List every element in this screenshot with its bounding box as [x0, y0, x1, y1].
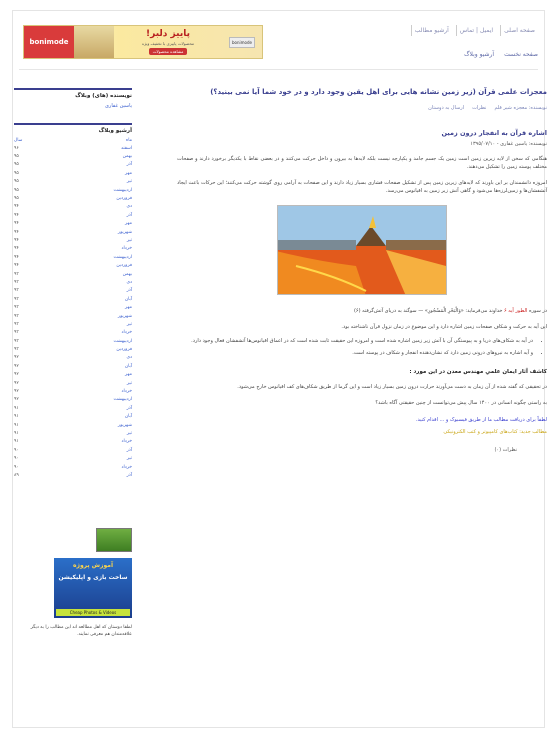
archive-header-row — [14, 137, 132, 144]
archive-year: ۹۵ — [14, 170, 19, 176]
caption-link[interactable]: الطور آیه ۶ — [504, 308, 528, 314]
archive-month-link[interactable]: خرداد — [121, 330, 132, 336]
archive-row[interactable] — [14, 303, 132, 311]
archive-row[interactable] — [14, 194, 132, 202]
archive-month-link[interactable]: مهر — [125, 305, 132, 311]
archive-year: ۹۳ — [14, 288, 19, 294]
article-paragraph: امروزه دانشمندان بر این باورند که لایه‌های زیرین زمین پس از تشکیل صفحات فشاری بسیار زیاد دارند و این صفحات به آرامی روی گوشته حرکت می‌کنند؛ این حرکات باعث ایجاد آتشفشان‌ها و زمین‌لرزه‌ها می‌شود و گاهی آتش زیر زمین به اقیانوس می‌رسد. — [177, 180, 547, 194]
archive-row[interactable] — [14, 471, 132, 479]
sidebar-ad-bottom: Cheap Photos & Videos — [56, 609, 130, 616]
archive-header-month: ماه — [125, 138, 132, 143]
archive-year: ۹۵ — [14, 196, 19, 202]
archive-month-link[interactable]: آبان — [124, 414, 132, 420]
archive-year: ۹۳ — [14, 321, 19, 327]
archive-year: ۹۲ — [14, 355, 19, 361]
archive-month-link[interactable]: شهریور — [117, 422, 132, 428]
archive-row[interactable] — [14, 354, 132, 362]
archive-row[interactable] — [14, 446, 132, 454]
authors-box — [14, 88, 132, 109]
archive-header-year: سال — [14, 138, 23, 143]
archive-row[interactable] — [14, 278, 132, 286]
archive-row[interactable] — [14, 345, 132, 353]
archive-year: ۹۴ — [14, 229, 19, 235]
sub-navigation — [464, 51, 538, 58]
archive-month-link[interactable]: شهریور — [117, 313, 132, 319]
archive-row[interactable] — [14, 387, 132, 395]
archive-year: ۹۶ — [14, 145, 19, 151]
archive-month-link[interactable]: بهمن — [122, 271, 132, 277]
caption-suffix: خداوند می‌فرماید: «وَالْبَحْرِ الْمَسْجُورِ» — سوگند به دریای آتش‌گرفته (۶) — [353, 308, 503, 314]
archive-row[interactable] — [14, 261, 132, 269]
archive-year: ۹۳ — [14, 279, 19, 285]
archive-year: ۹۱ — [14, 405, 19, 411]
article-title: اشاره قرآن به انفجار درون زمین — [441, 129, 547, 137]
article-paragraph: هنگامی که سخن از لایه زیرین زمین است زمین یک جسم جامد و یکپارچه نیست بلکه لایه‌ها به بیرون و داخل حرکت می‌کنند و در بعضی نقاط با یکدیگر برخورد دارند و صفحات مختلف پوسته زمین را تشکیل می‌دهند. — [177, 156, 547, 170]
archive-month-link[interactable]: تیر — [126, 456, 132, 462]
archive-row[interactable] — [14, 203, 132, 211]
archive-year: ۹۳ — [14, 271, 19, 277]
archive-month-link[interactable]: مهر — [125, 170, 132, 176]
sidebar-ad-title: آموزش پروژه — [72, 561, 114, 569]
archive-body — [14, 144, 132, 480]
archive-month-link[interactable]: آذر — [126, 288, 132, 294]
archive-row[interactable] — [14, 371, 132, 379]
archive-month-link[interactable]: اردیبهشت — [113, 187, 132, 193]
archive-row[interactable] — [14, 178, 132, 186]
sidebar — [14, 88, 132, 638]
article-paragraph: این آیه به حرکت و شکاف صفحات زمین اشاره دارد و این موضوع در زمان نزول قرآن ناشناخته بود. — [341, 324, 547, 330]
archive-month-link[interactable]: آذر — [126, 162, 132, 168]
archive-month-link[interactable]: مهر — [125, 221, 132, 227]
main-content — [177, 88, 547, 453]
archive-year: ۹۴ — [14, 254, 19, 260]
post-comments-link[interactable]: نظرات — [472, 105, 487, 111]
archive-row[interactable] — [14, 396, 132, 404]
archive-row[interactable] — [14, 211, 132, 219]
article-paragraph: در تحقیقی که گفته شده از آن زمان به دست می‌آورند حرارت درون زمین بسیار زیاد است و این گرما از طریق شکاف‌های کف اقیانوس خارج می‌شود. — [237, 384, 547, 390]
archive-month-link[interactable]: اردیبهشت — [113, 338, 132, 344]
comments-link[interactable]: نظرات (۰) — [494, 447, 517, 453]
archive-year: ۹۴ — [14, 212, 19, 218]
archive-row[interactable] — [14, 245, 132, 253]
archive-month-link[interactable]: دی — [126, 279, 132, 285]
banner-subtitle: محصولات پاییزی با تخفیف ویژه — [141, 41, 195, 46]
banner-badge-area — [222, 26, 262, 58]
archive-month-link[interactable]: تیر — [126, 430, 132, 436]
authors-title: نویسنده (های) وبلاگ — [75, 93, 132, 99]
archive-year: ۹۵ — [14, 179, 19, 185]
small-ad-image[interactable] — [96, 528, 132, 552]
archive-year: ۹۵ — [14, 162, 19, 168]
bullet-list — [177, 337, 547, 357]
article-paragraph: به راستی چگونه انسانی در ۱۴۰۰ سال پیش می‌توانست از چنین حقیقتی آگاه باشد؟ — [375, 400, 547, 406]
archive-year: ۹۲ — [14, 363, 19, 369]
sidebar-footer-note: لطفا دوستان که اهل مطالعه اند این مطالب را به دیگر علاقه‌مندان هم معرفی نمایند. — [30, 624, 132, 637]
archive-row[interactable] — [14, 144, 132, 152]
archive-row[interactable] — [14, 186, 132, 194]
banner-logo: bonimode — [24, 26, 74, 58]
archive-year: ۹۵ — [14, 187, 19, 193]
post-share-link[interactable]: ارسال به دوستان — [428, 105, 465, 111]
archive-year: ۹۳ — [14, 313, 19, 319]
archive-year: ۹۳ — [14, 296, 19, 302]
archive-month-link[interactable]: فروردین — [116, 196, 132, 202]
banner-badge: bonimode — [229, 37, 255, 48]
archive-month-link[interactable]: بهمن — [122, 154, 132, 160]
archive-row[interactable] — [14, 438, 132, 446]
archive-year: ۹۵ — [14, 154, 19, 160]
article-author: نویسنده: یاسین غفاری - ۱۳۹۵/۰۷/۱۰ — [470, 141, 547, 147]
header-divider — [19, 69, 538, 70]
archive-year: ۹۴ — [14, 204, 19, 210]
banner-model-image — [74, 26, 114, 58]
sidebar-ad-subtitle: ساخت بازی و اپلیکیشن — [58, 573, 128, 581]
archive-year: ۹۲ — [14, 389, 19, 395]
top-navigation — [411, 25, 538, 36]
archive-row[interactable] — [14, 169, 132, 177]
archive-year: ۸۹ — [14, 472, 19, 478]
archive-year: ۹۱ — [14, 414, 19, 420]
archive-month-link[interactable]: خرداد — [121, 246, 132, 252]
archive-year: ۹۴ — [14, 237, 19, 243]
sidebar-ad[interactable] — [54, 558, 132, 618]
archive-year: ۹۲ — [14, 380, 19, 386]
post-author-link[interactable]: نویسنده: معجزه شیر قلم — [494, 105, 547, 111]
archive-month-link[interactable]: آبان — [124, 363, 132, 369]
archive-row[interactable] — [14, 220, 132, 228]
bullet-item: • و آیه اشاره به نیروهای درونی زمین دارد که نشان‌دهنده انفجار و شکاف در پوسته است. — [177, 349, 533, 357]
archive-row[interactable] — [14, 421, 132, 429]
archive-row[interactable] — [14, 270, 132, 278]
sub-heading: کاشف آثار ایمان علمیِ مهندس معدن در این مورد : — [409, 369, 547, 375]
archive-year: ۹۱ — [14, 439, 19, 445]
archive-row[interactable] — [14, 429, 132, 437]
archive-month-link[interactable]: خرداد — [121, 464, 132, 470]
subnav-home[interactable]: صفحه نخست — [504, 51, 538, 58]
archive-row[interactable] — [14, 454, 132, 462]
earth-crust-illustration — [277, 205, 447, 295]
banner-button[interactable]: مشاهده محصولات — [149, 48, 188, 55]
archive-month-link[interactable]: خرداد — [121, 389, 132, 395]
archive-row[interactable] — [14, 362, 132, 370]
archive-year: ۹۲ — [14, 397, 19, 403]
archive-row[interactable] — [14, 287, 132, 295]
archive-month-link[interactable]: دی — [126, 204, 132, 210]
banner-title: پاییز دلبر! — [146, 29, 190, 39]
archive-row[interactable] — [14, 337, 132, 345]
archive-year: ۹۳ — [14, 305, 19, 311]
archive-month-link[interactable]: آذر — [126, 405, 132, 411]
archive-month-link[interactable]: تیر — [126, 179, 132, 185]
archive-year: ۹۱ — [14, 430, 19, 436]
archive-year: ۹۰ — [14, 456, 19, 462]
archive-year: ۹۳ — [14, 347, 19, 353]
figure-caption — [177, 307, 547, 315]
earth-crust-svg — [277, 206, 446, 295]
post-meta — [177, 105, 547, 111]
archive-month-link[interactable]: اسفند — [120, 145, 132, 151]
archive-month-link[interactable]: آذر — [126, 472, 132, 478]
archive-year: ۹۰ — [14, 447, 19, 453]
archive-month-link[interactable]: فروردین — [116, 263, 132, 269]
archive-year: ۹۴ — [14, 263, 19, 269]
archive-row[interactable] — [14, 228, 132, 236]
archive-box — [14, 123, 132, 480]
archive-row[interactable] — [14, 329, 132, 337]
archive-year: ۹۴ — [14, 246, 19, 252]
archive-row[interactable] — [14, 463, 132, 471]
archive-row[interactable] — [14, 295, 132, 303]
archive-month-link[interactable]: تیر — [126, 380, 132, 386]
banner-ad[interactable] — [23, 25, 263, 59]
archive-row[interactable] — [14, 312, 132, 320]
archive-month-link[interactable]: تیر — [126, 321, 132, 327]
subnav-archive[interactable]: آرشیو وبلاگ — [464, 51, 495, 58]
archive-year: ۹۱ — [14, 422, 19, 428]
nav-home[interactable]: صفحه اصلی — [500, 25, 538, 36]
nav-contact[interactable]: ایمیل | تماس — [456, 25, 496, 36]
archive-year: ۹۳ — [14, 330, 19, 336]
bullet-item: • در آیه به شکاف‌های دریا و به پیوستگی آن با آتش زیر زمین اشاره شده است و امروزه این حقیقت ثابت شده است که در اعماق اقیانوس‌ها آتشفشان فعال وجود دارد. — [177, 337, 533, 345]
archive-row[interactable] — [14, 404, 132, 412]
archive-year: ۹۲ — [14, 372, 19, 378]
related-posts-link[interactable]: مطالب جدید: کتاب‌های کامپیوتر و کتب الکترونیکی — [443, 429, 547, 435]
archive-month-link[interactable]: اردیبهشت — [113, 397, 132, 403]
archive-row[interactable] — [14, 379, 132, 387]
post-title[interactable]: معجزات علمی قرآن (زیر زمین نشانه هایی برای اهل یقین وجود دارد و در خود شما آیا نمی بینید؟) — [210, 88, 547, 96]
archive-title: آرشیو وبلاگ — [98, 128, 132, 134]
archive-row[interactable] — [14, 161, 132, 169]
archive-month-link[interactable]: شهریور — [117, 229, 132, 235]
archive-year: ۹۳ — [14, 338, 19, 344]
archive-row[interactable] — [14, 152, 132, 160]
archive-month-link[interactable]: مهر — [125, 372, 132, 378]
archive-row[interactable] — [14, 320, 132, 328]
archive-month-link[interactable]: فروردین — [116, 347, 132, 353]
archive-month-link[interactable]: آذر — [126, 447, 132, 453]
archive-month-link[interactable]: تیر — [126, 237, 132, 243]
archive-table — [14, 137, 132, 480]
archive-month-link[interactable]: اردیبهشت — [113, 254, 132, 260]
social-link[interactable]: لطفاً برای دریافت مطالب ما از طریق فیسبوک و ... اقدام کنید. — [415, 417, 547, 423]
archive-year: ۹۴ — [14, 221, 19, 227]
author-link[interactable]: یاسین غفاری — [104, 103, 132, 109]
banner-center — [114, 26, 222, 58]
archive-month-link[interactable]: خرداد — [121, 439, 132, 445]
archive-month-link[interactable]: آذر — [126, 212, 132, 218]
archive-row[interactable] — [14, 253, 132, 261]
archive-month-link[interactable]: آبان — [124, 296, 132, 302]
caption-prefix: در سوره — [528, 308, 547, 314]
archive-year: ۹۰ — [14, 464, 19, 470]
archive-row[interactable] — [14, 236, 132, 244]
archive-month-link[interactable]: دی — [126, 355, 132, 361]
archive-row[interactable] — [14, 413, 132, 421]
nav-archive[interactable]: آرشیو مطالب — [411, 25, 452, 36]
